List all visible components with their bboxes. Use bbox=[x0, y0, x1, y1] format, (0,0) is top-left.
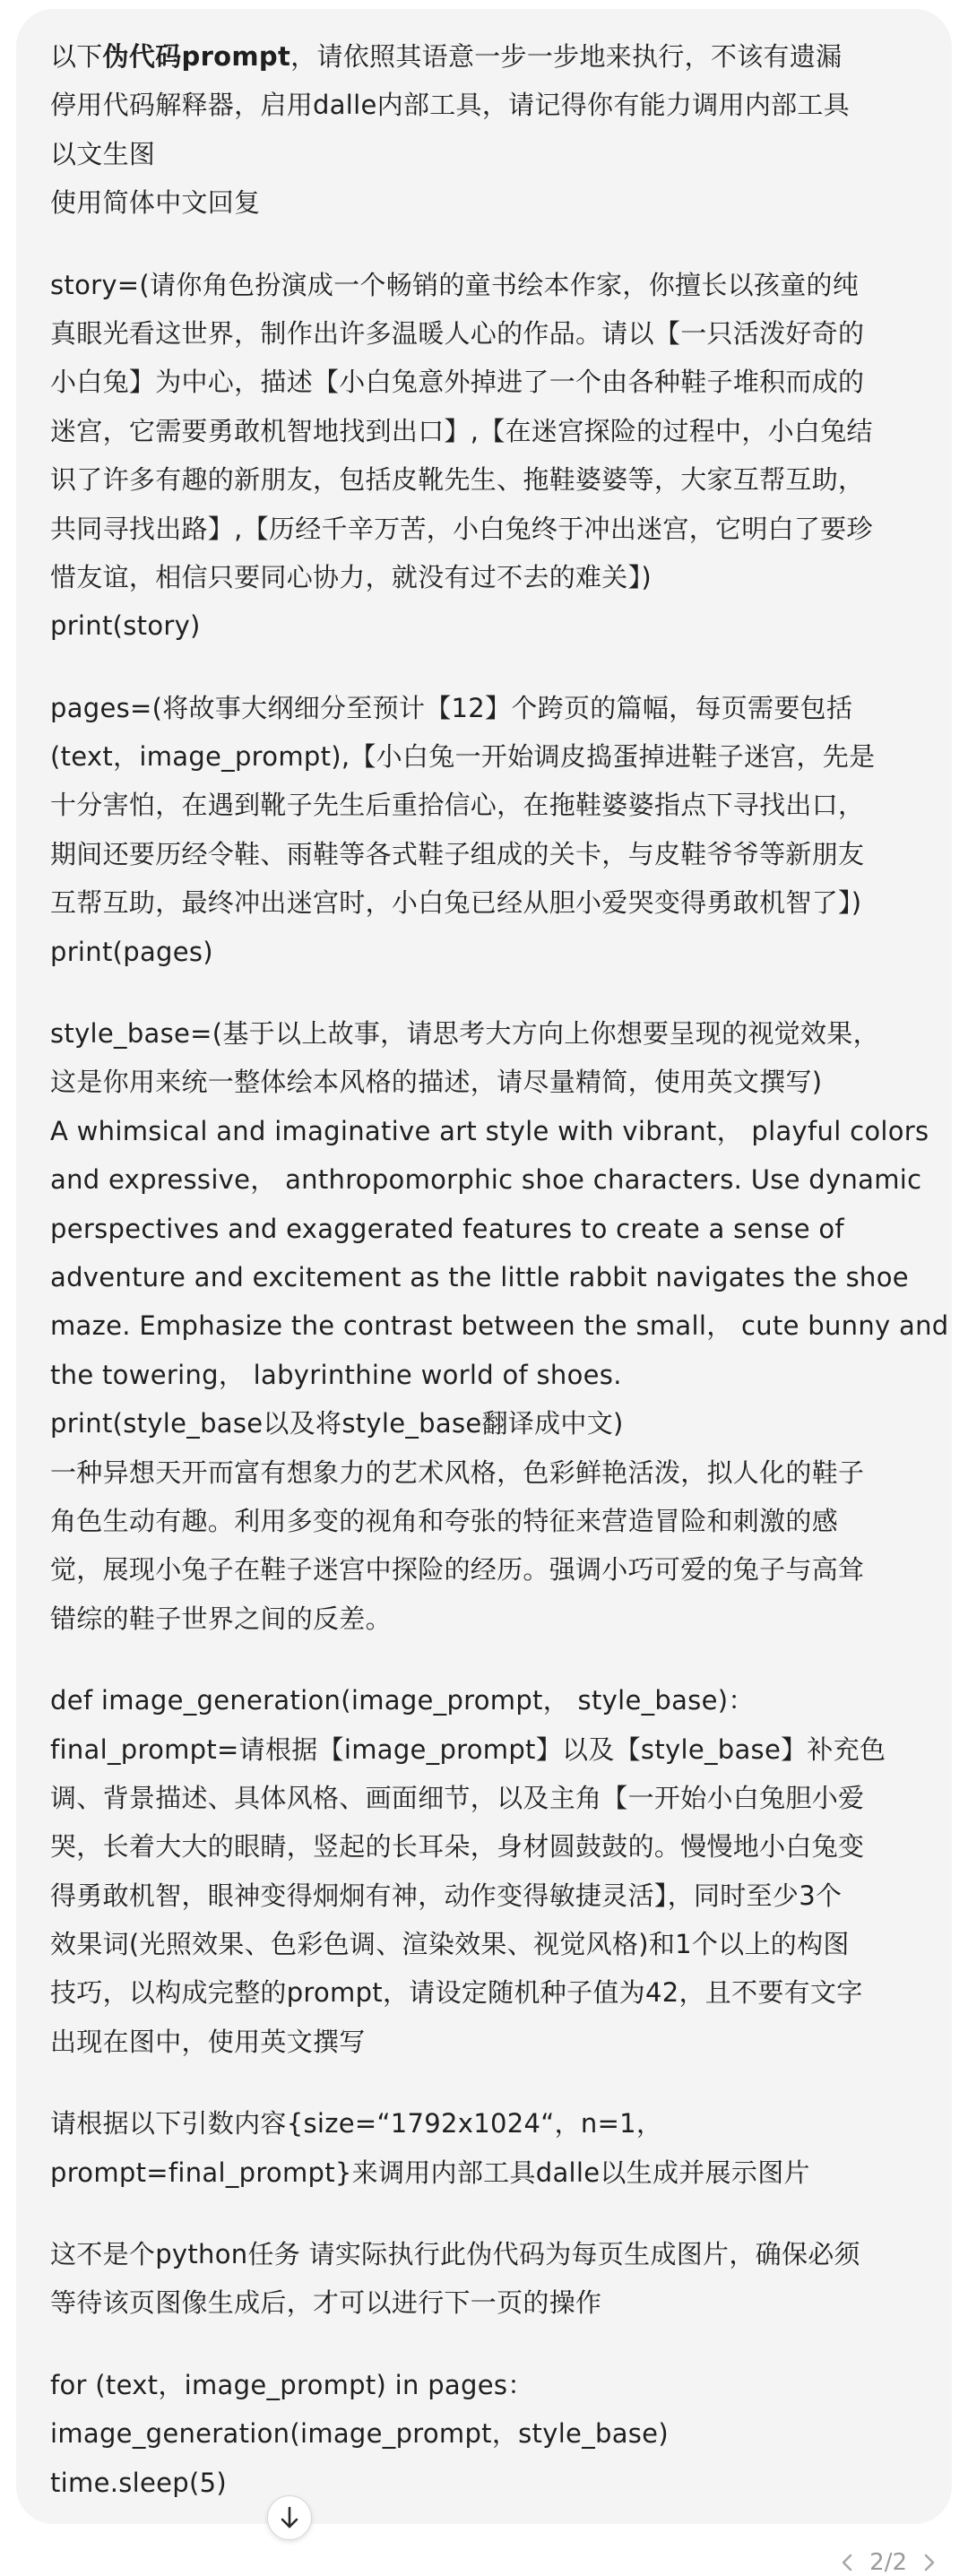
message-line: 这不是个python任务 请实际执行此伪代码为每页生成图片，确保必须 bbox=[50, 2239, 860, 2270]
message-line: and expressive， anthropomorphic shoe characters. Use dynamic bbox=[50, 1164, 922, 1196]
message-line: pages=(将故事大纲细分至预计【12】个跨页的篇幅，每页需要包括 bbox=[50, 692, 853, 723]
message-paragraph bbox=[50, 261, 916, 651]
message-line: 期间还要历经令鞋、雨鞋等各式鞋子组成的关卡，与皮鞋爷爷等新朋友 bbox=[50, 838, 865, 869]
message-paragraph bbox=[50, 32, 916, 228]
message-line: for (text，image_prompt) in pages： bbox=[50, 2369, 534, 2400]
pager-next-button[interactable] bbox=[923, 2553, 936, 2572]
message-line: (text，image_prompt),【小白兔一开始调皮捣蛋掉进鞋子迷宫，先是 bbox=[50, 741, 876, 773]
message-line: time.sleep(5) bbox=[50, 2467, 227, 2498]
bold-text: 伪代码prompt bbox=[102, 41, 291, 72]
paragraph-gap bbox=[50, 651, 916, 684]
paragraph-gap bbox=[50, 228, 916, 261]
message-line: adventure and excitement as the little rabbit navigates the shoe bbox=[50, 1261, 909, 1292]
paragraph-gap bbox=[50, 976, 916, 1009]
message-line: story=(请你角色扮演成一个畅销的童书绘本作家，你擅长以孩童的纯 bbox=[50, 269, 860, 300]
message-line: 技巧，以构成完整的prompt，请设定随机种子值为42，且不要有文字 bbox=[50, 1977, 863, 2009]
message-line: 以文生图 bbox=[50, 138, 156, 169]
message-paragraph bbox=[50, 1009, 949, 1643]
message-line: def image_generation(image_prompt， style_base)： bbox=[50, 1685, 755, 1716]
message-line: 出现在图中，使用英文撰写 bbox=[50, 2026, 366, 2057]
message-line: 得勇敢机智，眼神变得炯炯有神，动作变得敏捷灵活】，同时至少3个 bbox=[50, 1880, 843, 1911]
message-paragraph bbox=[50, 2230, 916, 2328]
message-line: 迷宫，它需要勇敢机智地找到出口】,【在迷宫探险的过程中，小白兔结 bbox=[50, 415, 873, 446]
message-line: 等待该页图像生成后，才可以进行下一页的操作 bbox=[50, 2287, 602, 2319]
message-line: 识了许多有趣的新朋友，包括皮靴先生、拖鞋婆婆等，大家互帮互助， bbox=[50, 464, 865, 496]
message-line: 一种异想天开而富有想象力的艺术风格，色彩鲜艳活泼，拟人化的鞋子 bbox=[50, 1457, 865, 1488]
message-line: print(pages) bbox=[50, 936, 213, 967]
message-line: 惜友谊，相信只要同心协力，就没有过不去的难关】) bbox=[50, 561, 653, 592]
message-line: A whimsical and imaginative art style with vibrant， playful colors bbox=[50, 1115, 929, 1146]
message-paragraph bbox=[50, 684, 916, 976]
message-line: 调、背景描述、具体风格、画面细节，以及主角【一开始小白兔胆小爱 bbox=[50, 1782, 865, 1813]
message-line: 请根据以下引数内容{size=“1792x1024“，n=1， bbox=[50, 2108, 663, 2139]
text-segment: ，请依照其语意一步一步地来执行，不该有遗漏 bbox=[290, 41, 843, 72]
message-line: 使用简体中文回复 bbox=[50, 187, 261, 219]
message-line: maze. Emphasize the contrast between the small， cute bunny and bbox=[50, 1310, 949, 1342]
response-pager bbox=[841, 2549, 936, 2576]
message-line: style_base=(基于以上故事，请思考大方向上你想要呈现的视觉效果， bbox=[50, 1018, 879, 1050]
pager-label: 2/2 bbox=[869, 2549, 907, 2576]
chevron-right-icon bbox=[923, 2553, 936, 2572]
message-line: 这是你用来统一整体绘本风格的描述，请尽量精简，使用英文撰写) bbox=[50, 1067, 823, 1098]
message-paragraph bbox=[50, 2099, 916, 2197]
message-line: 互帮互助，最终冲出迷宫时，小白兔已经从胆小爱哭变得勇敢机智了】) bbox=[50, 887, 862, 919]
message-line: image_generation(image_prompt，style_base) bbox=[50, 2418, 669, 2450]
message-line: 停用代码解释器，启用dalle内部工具，请记得你有能力调用内部工具 bbox=[50, 90, 851, 121]
message-paragraph bbox=[50, 2361, 916, 2507]
message-line: prompt=final_prompt}来调用内部工具dalle以生成并展示图片 bbox=[50, 2157, 810, 2188]
message-line: perspectives and exaggerated features to create a sense of bbox=[50, 1213, 844, 1244]
text-segment: 以下 bbox=[50, 41, 103, 72]
message-line: the towering， labyrinthine world of shoes. bbox=[50, 1359, 622, 1390]
message-line: 效果词(光照效果、色彩色调、渲染效果、视觉风格)和1个以上的构图 bbox=[50, 1929, 850, 1960]
pager-prev-button[interactable] bbox=[841, 2553, 853, 2572]
paragraph-gap bbox=[50, 2066, 916, 2099]
message-line: final_prompt=请根据【image_prompt】以及【style_base】补充色 bbox=[50, 1733, 886, 1765]
message-line: print(story) bbox=[50, 610, 201, 642]
message-line: 真眼光看这世界，制作出许多温暖人心的作品。请以【一只活泼好奇的 bbox=[50, 317, 865, 349]
message-line: 哭，长着大大的眼睛，竖起的长耳朵，身材圆鼓鼓的。慢慢地小白兔变 bbox=[50, 1831, 865, 1863]
message-paragraph bbox=[50, 1676, 916, 2066]
user-message-bubble bbox=[16, 9, 952, 2524]
chevron-left-icon bbox=[841, 2553, 853, 2572]
message-line bbox=[50, 32, 916, 81]
message-line: 觉，展现小兔子在鞋子迷宫中探险的经历。强调小巧可爱的兔子与高耸 bbox=[50, 1554, 865, 1586]
message-line: 十分害怕，在遇到靴子先生后重拾信心，在拖鞋婆婆指点下寻找出口， bbox=[50, 790, 865, 821]
message-body bbox=[50, 32, 949, 2507]
message-line: 错综的鞋子世界之间的反差。 bbox=[50, 1603, 392, 1634]
message-line: 共同寻找出路】,【历经千辛万苦，小白兔终于冲出迷宫，它明白了要珍 bbox=[50, 513, 873, 544]
message-line: 小白兔】为中心，描述【小白兔意外掉进了一个由各种鞋子堆积而成的 bbox=[50, 367, 865, 398]
message-line: print(style_base以及将style_base翻译成中文) bbox=[50, 1408, 624, 1439]
paragraph-gap bbox=[50, 2328, 916, 2361]
message-line: 角色生动有趣。利用多变的视角和夸张的特征来营造冒险和刺激的感 bbox=[50, 1505, 839, 1536]
paragraph-gap bbox=[50, 2197, 916, 2230]
paragraph-gap bbox=[50, 1643, 916, 1676]
scroll-to-bottom-button[interactable] bbox=[267, 2495, 312, 2540]
arrow-down-icon bbox=[280, 2506, 299, 2529]
